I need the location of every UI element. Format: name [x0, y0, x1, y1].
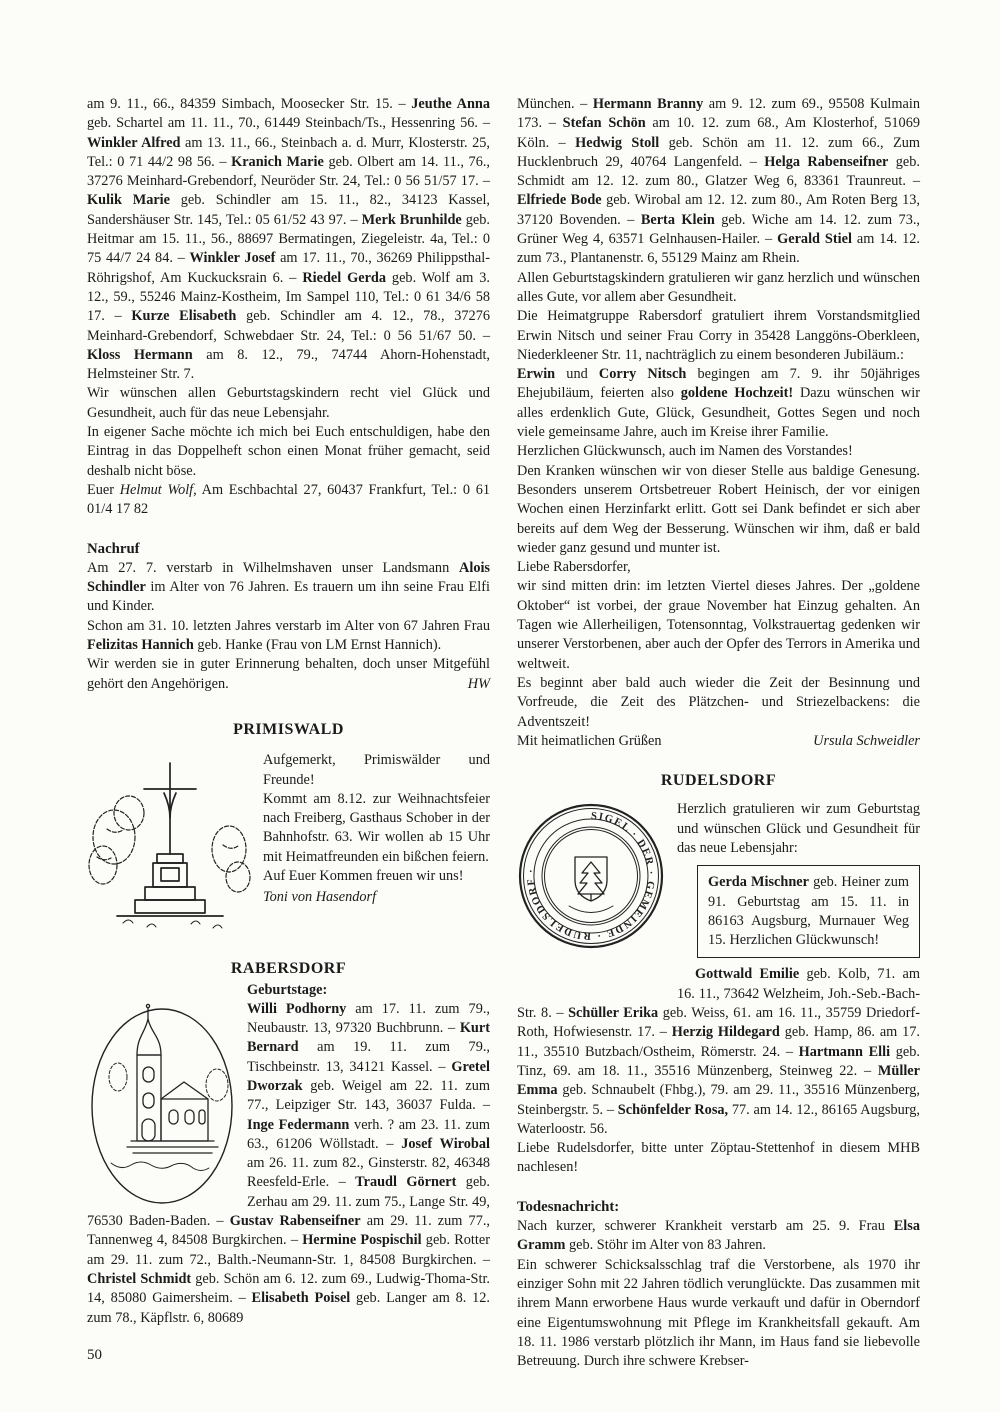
- right-column: [517, 95, 920, 1371]
- gerda-mischner-text: Gerda Mischner geb. Heiner zum 91. Geburtstag am 15. 11. in 86163 Augsburg, Murnauer Weg 15. Herzlichen Glückwunsch!: [708, 874, 909, 949]
- golden-wedding-announcement: Erwin und Corry Nitsch begingen am 7. 9. ihr 50jähriges Ehejubiläum, feierten also goldene Hochzeit! Dazu wünschen wir alles erdenklich Gute, Glück, Gesundheit, Gottes Segen und noch viele gemeinsame Jahre, auch im Kreise ihrer Familie.: [517, 366, 920, 441]
- seal-shield: [569, 857, 613, 913]
- board-congratulations: Herzlichen Glückwunsch, auch im Namen des Vorstandes!: [517, 443, 853, 460]
- geburtstage-subheading: Geburtstage:: [247, 981, 328, 998]
- death-notice-story: Ein schwerer Schicksalsschlag traf die Verstorbene, als 1970 ihr einziger Sohn mit 22 Jahren tödlich verunglückte. Das zusammen mit ihrem Mann erworbene Haus wurde verkauft und dafür in Oberndorf eine Eigentumswohnung mit Pflege im Krankheitsfall gekauft. Am 18. 11. 1986 verstarb plötzlich ihr Mann, im Haus fand sie liebevolle Betreuung. Durch ihre schwere Krebser-: [517, 1256, 920, 1370]
- jubilee-intro: Die Heimatgruppe Rabersdorf gratuliert ihrem Vorstandsmitglied Erwin Nitsch und seiner Frau Corry in 35428 Langgöns-Oberkleen, Niederkleener Str. 11, nachträglich zu einem besonderen Jubiläum.:: [517, 308, 920, 363]
- crucifix-illustration: [87, 751, 253, 943]
- seal-inner-ring: [542, 827, 640, 925]
- letter-salutation: Liebe Rabersdorfer,: [517, 559, 631, 576]
- letter-paragraph-autumn: wir sind mitten drin: im letzten Viertel dieses Jahres. Der „goldene Oktober“ ist vorbei, der graue November hat Einzug gehalten. An Tagen wie Allerheiligen, Totensonntag, Volkstrauertag gedenken wir unserer Verstorbenen, aber auch der Opfer des Terrors in Amerika und weltweit.: [517, 578, 920, 672]
- gerda-mischner-box: [697, 865, 920, 958]
- primiswald-signature: Toni von Hasendorf: [263, 889, 377, 906]
- primiswald-callout: Aufgemerkt, Primiswälder und Freunde!: [263, 752, 490, 788]
- rudelsdorf-intro: Herzlich gratulieren wir zum Geburtstag und wünschen Glück und Gesundheit für das neue Lebensjahr:: [677, 801, 920, 856]
- todesnachricht-heading: Todesnachricht:: [517, 1198, 620, 1215]
- primiswald-invitation: Kommt am 8.12. zur Weihnachtsfeier nach Freiberg, Gasthaus Schober in der Bahnhofstr. 63. Wir wollen ab 15 Uhr mit Heimatfreunden ein bißchen feiern.: [263, 790, 490, 865]
- church-illustration: [87, 981, 237, 1207]
- primiswald-text: [263, 751, 490, 943]
- birthday-wishes-right: Allen Geburtstagskindern gratulieren wir ganz herzlich und wünschen alles Gute, vor allem aber Gesundheit.: [517, 269, 920, 305]
- primiswald-section: [87, 751, 490, 943]
- svg-text:SIGEL · DER · GEMEINDE · RUDEL: [526, 811, 656, 941]
- primiswald-closing: Auf Euer Kommen freuen wir uns!: [263, 867, 464, 884]
- cursive-flourish: [111, 1162, 209, 1171]
- rudelsdorf-birthday-list: Gottwald Emilie geb. Kolb, 71. am 16. 11., 73642 Welzheim, Joh.-Seb.-Bach-Str. 8. – Schüller Erika geb. Weiss, 61. am 16. 11., 35759 Driedorf-Roth, Hofwiesenstr. 17. – Herzig Hildegard geb. Hamp, 86. am 17. 11., 35510 Butzbach/Ostheim, Römerstr. 24. – Hartmann Elli geb. Tinz, 69. am 18. 11., 35516 Münzenberg, Steinweg 22. – Müller Emma geb. Schnaubelt (Fhbg.), 79. am 29. 11., 35516 Münzenberg, Steinbergstr. 5. – Schönfelder Rosa, 77. am 14. 12., 86165 Augsburg, Waterloostr. 56.: [517, 966, 921, 1137]
- page-number: 50: [87, 1347, 102, 1363]
- birthday-wishes: Wir wünschen allen Geburtstagskindern recht viel Glück und Gesundheit, auch für das neue Lebensjahr.: [87, 385, 490, 421]
- rudelsdorf-section: [517, 800, 920, 1139]
- obituary-closing: [87, 655, 490, 694]
- get-well-note: Den Kranken wünschen wir von dieser Stelle aus baldige Genesung. Besonders unserem Ortsbetreuer Robert Heinisch, der vor einigen Wochen einen Herzinfarkt erlitt. Gott sei Dank befindet er sich aber bereits auf dem Weg der Besserung. Wünschen wir ihm, daß er bald wieder ganz gesund und munter ist.: [517, 462, 920, 556]
- letter-closing-text: Mit heimatlichen Grüßen: [517, 732, 662, 749]
- editor-apology: In eigener Sache möchte ich mich bei Euch entschuldigen, habe den Eintrag in das Doppelheft schon einen Monat früher gemacht, seid deshalb nicht böse.: [87, 424, 490, 479]
- obituary-closing-text: Wir werden sie in guter Erinnerung behalten, doch unser Mitgefühl gehört den Angehörigen.: [87, 656, 490, 692]
- editor-signoff: Euer Helmut Wolf, Am Eschbachtal 27, 60437 Frankfurt, Tel.: 0 61 01/4 17 82: [87, 481, 490, 518]
- letter-signature: Ursula Schweidler: [813, 732, 920, 749]
- seal-outer-ring: [520, 805, 662, 947]
- church-building: [127, 1004, 218, 1153]
- rabersdorf-heading: RABERSDORF: [230, 960, 347, 978]
- rabersdorf-section: [87, 981, 490, 1328]
- primiswald-heading: PRIMISWALD: [233, 720, 344, 738]
- rudelsdorf-seal: [517, 802, 665, 950]
- death-notice-gramm: Nach kurzer, schwerer Krankheit verstarb am 25. 9. Frau Elsa Gramm geb. Stöhr im Alter von 83 Jahren.: [517, 1218, 920, 1254]
- trees: [109, 1063, 228, 1101]
- author-initials: HW: [467, 675, 490, 692]
- obituary-schindler: Am 27. 7. verstarb in Wilhelmshaven unser Landsmann Alois Schindler im Alter von 76 Jahren. Es trauern um ihn seine Frau Elfi und Kinder.: [87, 559, 490, 615]
- left-column: [87, 95, 490, 1371]
- birthday-list-continued: am 9. 11., 66., 84359 Simbach, Moosecker Str. 15. – Jeuthe Anna geb. Schartel am 11. 11., 70., 61449 Steinbach/Ts., Hessenring 56. – Winkler Alfred am 13. 11., 66., Steinbach a. d. Murr, Klosterstr. 25, Tel.: 0 71 44/2 98 56. – Kranich Marie geb. Olbert am 14. 11., 76., 37276 Meinhard-Grebendorf, Neuröder Str. 24, Tel.: 0 56 51/57 17. – Kulik Marie geb. Schindler am 15. 11., 82., 34123 Kassel, Sandershäuser Str. 145, Tel.: 05 61/52 43 97. – Merk Brunhilde geb. Heitmar am 15. 11., 56., 88697 Bermatingen, Ziegeleistr. 4a, Tel.: 0 75 44/7 24 84. – Winkler Josef am 17. 11., 70., 36269 Philippsthal-Röhrigshof, Am Kuckucksrain 6. – Riedel Gerda geb. Wolf am 3. 12., 59., 55246 Mainz-Kostheim, Im Sampel 110, Tel.: 0 61 34/6 58 17. – Kurze Elisabeth geb. Schindler am 4. 12., 78., 37276 Meinhard-Grebendorf, Schwebdaer Str. 24, Tel.: 0 56 51/67 50. – Kloss Hermann am 8. 12., 79., 74744 Ahorn-Hohenstadt, Helmsteiner Str. 7.: [87, 96, 491, 383]
- oval-frame: [92, 1009, 232, 1203]
- page-columns: [87, 95, 920, 1371]
- letter-paragraph-advent: Es beginnt aber bald auch wieder die Zeit der Besinnung und Vorfreude, die Zeit des Plätzchen- und Striezelbackens: die Adventszeit!: [517, 674, 920, 730]
- letter-closing-line: [517, 732, 920, 751]
- obituary-hannich: Schon am 31. 10. letzten Jahres verstarb im Alter von 67 Jahren Frau Felizitas Hannich geb. Hanke (Frau von LM Ernst Hannich).: [87, 617, 490, 654]
- seal-ring-text: SIGEL · DER · GEMEINDE · RUDELSDORF ·: [525, 811, 656, 942]
- birthday-list-continued-right: München. – Hermann Branny am 9. 12. zum 69., 95508 Kulmain 173. – Stefan Schön am 10. 12. zum 68., Am Klosterhof, 51069 Köln. – Hedwig Stoll geb. Schön am 11. 12. zum 66., Zum Hucklenbruch 29, 40764 Langenfeld. – Helga Rabenseifner geb. Schmidt am 12. 12. zum 80., Glatzer Weg 6, 83361 Traunreut. – Elfriede Bode geb. Wirobal am 12. 12. zum 80., Am Roten Berg 13, 37120 Bovenden. – Berta Klein geb. Wiche am 14. 12. zum 73., Grüner Weg 4, 63571 Gelnhausen-Hailer. – Gerald Stiel am 14. 12. zum 73., Plantanenstr. 6, 55129 Mainz am Rhein.: [517, 96, 920, 267]
- nachruf-heading: Nachruf: [87, 540, 140, 557]
- rudelsdorf-reference-note: Liebe Rudelsdorfer, bitte unter Zöptau-Stettenhof in diesem MHB nachlesen!: [517, 1140, 920, 1176]
- cross-monument: [117, 763, 223, 928]
- rabersdorf-birthday-list: Willi Podhorny am 17. 11. zum 79., Neubaustr. 13, 97320 Buchbrunn. – Kurt Bernard am 19. 11. zum 79., Tischbeinstr. 13, 34121 Kassel. – Gretel Dworzak geb. Weigel am 22. 11. zum 77., Leipziger Str. 143, 36037 Fulda. – Inge Federmann verh. ? am 23. 11. zum 63., 61206 Wöllstadt. – Josef Wirobal am 26. 11. zum 82., Ginsterstr. 82, 46348 Reesfeld-Erle. – Traudl Görnert geb. Zerhau am 29. 11. zum 75., Lange Str. 49, 76530 Baden-Baden. – Gustav Rabenseifner am 29. 11. zum 77., Tannenweg 4, 84508 Burgkirchen. – Hermine Pospischil geb. Rotter am 29. 11. zum 72., Balth.-Neumann-Str. 1, 84508 Burgkirchen. – Christel Schmidt geb. Schön am 6. 12. zum 69., Ludwig-Thoma-Str. 14, 85080 Gaimersheim. – Elisabeth Poisel geb. Langer am 8. 12. zum 78., Käpflstr. 6, 80689: [87, 1000, 491, 1326]
- rudelsdorf-heading: RUDELSDORF: [660, 772, 777, 790]
